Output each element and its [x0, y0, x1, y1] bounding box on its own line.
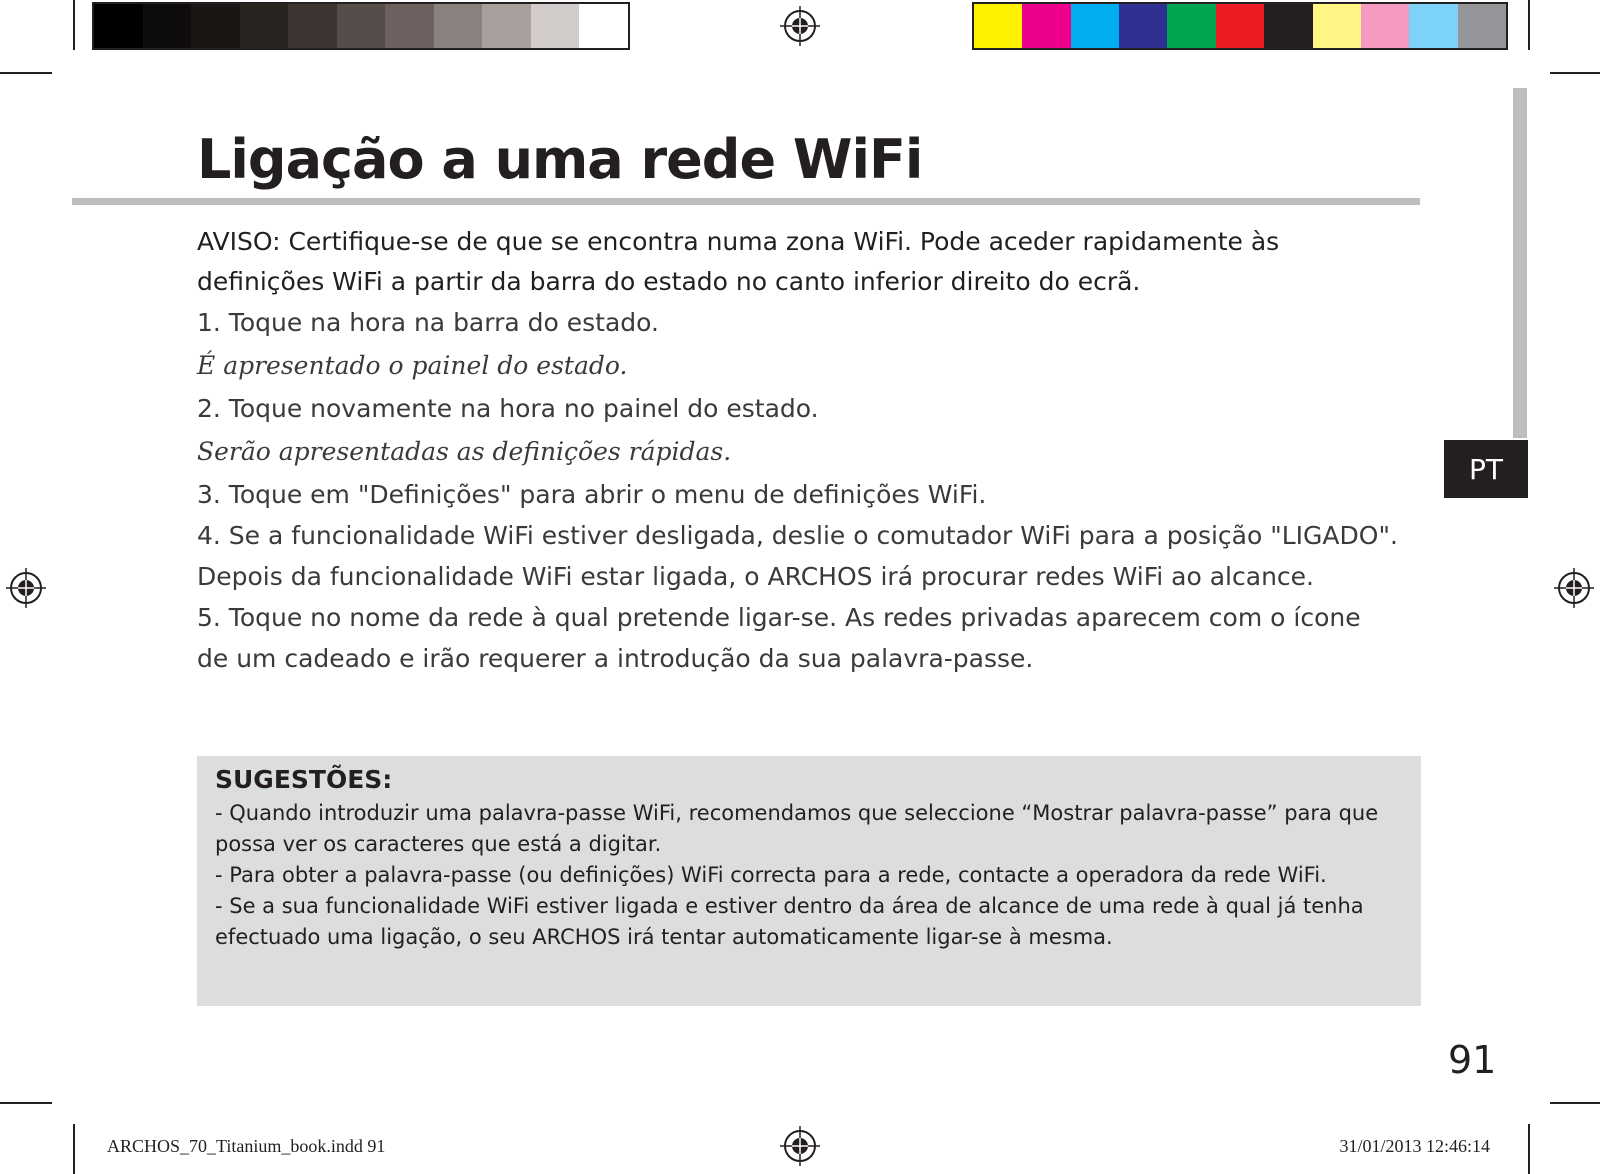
registration-mark-bottom-icon — [780, 1126, 820, 1166]
title-divider — [72, 198, 1420, 205]
gray-swatch — [240, 4, 289, 48]
process-color-swatch — [1313, 4, 1361, 48]
tip-item: - Quando introduzir uma palavra-passe WiFi, recomendamos que seleccione “Mostrar palavra-passe” para que possa ver os caracteres que está a digitar. — [215, 801, 1379, 856]
gray-swatch — [482, 4, 531, 48]
registration-mark-right-icon — [1554, 568, 1594, 608]
tips-heading: SUGESTÕES: — [215, 765, 393, 794]
crop-mark-top-right-h — [1550, 72, 1600, 74]
gray-swatch — [143, 4, 192, 48]
gray-swatch — [288, 4, 337, 48]
grayscale-color-bar — [92, 2, 630, 50]
crop-mark-bottom-left-h — [0, 1102, 52, 1104]
process-color-swatch — [1409, 4, 1457, 48]
gray-swatch — [337, 4, 386, 48]
process-color-swatch — [1361, 4, 1409, 48]
step-4: 4. Se a funcionalidade WiFi estiver desligada, deslie o comutador WiFi para a posição "LIGADO". — [197, 521, 1398, 550]
process-color-swatch — [1216, 4, 1264, 48]
page-title: Ligação a uma rede WiFi — [197, 128, 923, 191]
step-1: 1. Toque na hora na barra do estado. — [197, 308, 659, 337]
tip-item: - Se a sua funcionalidade WiFi estiver ligada e estiver dentro da área de alcance de uma rede à qual já tenha efectuado uma ligação, o seu ARCHOS irá tentar automaticamente ligar-se à mesma. — [215, 894, 1364, 949]
tip-item: - Para obter a palavra-passe (ou definições) WiFi correcta para a rede, contacte a operadora da rede WiFi. — [215, 863, 1327, 887]
step-3: 3. Toque em "Definições" para abrir o menu de definições WiFi. — [197, 480, 987, 509]
step-1-result: É apresentado o painel do estado. — [197, 351, 628, 380]
crop-mark-bottom-left-v — [73, 1124, 75, 1174]
process-color-swatch — [1071, 4, 1119, 48]
gray-swatch — [385, 4, 434, 48]
registration-mark-left-icon — [6, 568, 46, 608]
process-color-swatch — [1119, 4, 1167, 48]
step-4-detail: Depois da funcionalidade WiFi estar ligada, o ARCHOS irá procurar redes WiFi ao alcance. — [197, 562, 1314, 591]
process-color-swatch — [974, 4, 1022, 48]
process-color-bar — [972, 2, 1508, 50]
step-5: 5. Toque no nome da rede à qual pretende ligar-se. As redes privadas aparecem com o ícone — [197, 603, 1361, 632]
process-color-swatch — [1167, 4, 1215, 48]
instructions — [197, 222, 1427, 679]
step-2-result: Serão apresentadas as definições rápidas. — [197, 437, 732, 466]
crop-mark-bottom-right-h — [1550, 1102, 1600, 1104]
page-number: 91 — [1448, 1038, 1497, 1082]
gray-swatch — [531, 4, 580, 48]
slug-datetime: 31/01/2013 12:46:14 — [1339, 1136, 1490, 1156]
tips-box — [197, 756, 1421, 1006]
registration-mark-top-icon — [780, 6, 820, 46]
language-tab: PT — [1444, 440, 1528, 498]
process-color-swatch — [1458, 4, 1506, 48]
slug-file: ARCHOS_70_Titanium_book.indd 91 — [107, 1136, 386, 1156]
language-side-bar — [1513, 88, 1527, 438]
crop-mark-top-left-h — [0, 72, 52, 74]
crop-mark-bottom-right-v — [1528, 1124, 1530, 1174]
gray-swatch — [434, 4, 483, 48]
gray-swatch — [579, 4, 628, 48]
gray-swatch — [94, 4, 143, 48]
step-5-detail: de um cadeado e irão requerer a introdução da sua palavra-passe. — [197, 644, 1034, 673]
crop-mark-top-right-v — [1528, 0, 1530, 50]
gray-swatch — [191, 4, 240, 48]
step-2: 2. Toque novamente na hora no painel do estado. — [197, 394, 819, 423]
process-color-swatch — [1264, 4, 1312, 48]
crop-mark-top-left-v — [73, 0, 75, 50]
warning-text: AVISO: Certifique-se de que se encontra numa zona WiFi. Pode aceder rapidamente às definições WiFi a partir da barra do estado no canto inferior direito do ecrã. — [197, 227, 1280, 296]
process-color-swatch — [1022, 4, 1070, 48]
